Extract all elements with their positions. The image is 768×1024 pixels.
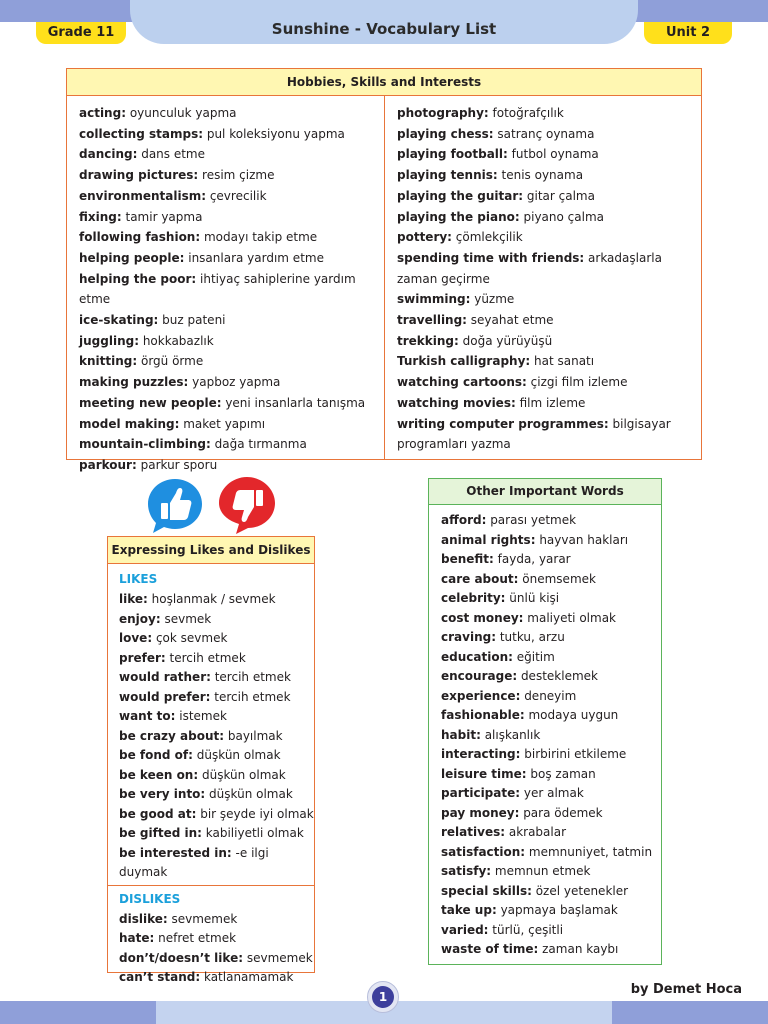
vocab-definition: yapmaya başlamak (496, 903, 618, 917)
vocab-term: spending time with friends: (397, 250, 585, 265)
vocab-term: satisfy: (441, 864, 492, 878)
vocab-entry (397, 331, 693, 352)
vocab-definition: hayvan hakları (535, 532, 629, 547)
page-title: Sunshine - Vocabulary List (271, 20, 497, 38)
vocab-entry (79, 227, 376, 248)
vocab-definition: tercih etmek (210, 670, 291, 684)
vocab-entry (441, 706, 661, 726)
vocab-term: be keen on: (119, 767, 199, 782)
dislikes-section (108, 885, 314, 988)
vocab-entry (441, 511, 661, 531)
vocab-entry (441, 804, 661, 824)
vocab-definition: arkadaşlarla zaman geçirme (397, 250, 662, 286)
vocab-entry (397, 165, 693, 186)
vocab-definition: çevrecilik (206, 188, 267, 203)
vocab-term: want to: (119, 709, 176, 723)
vocab-term: environmentalism: (79, 188, 207, 203)
vocab-definition: yer almak (520, 786, 584, 800)
vocab-term: participate: (441, 786, 521, 800)
vocab-definition: piyano çalma (519, 209, 604, 224)
vocab-term: craving: (441, 630, 496, 644)
vocab-definition: gitar çalma (523, 188, 595, 203)
vocab-entry (441, 823, 661, 843)
vocab-definition: dans etme (137, 147, 206, 162)
vocab-entry (79, 248, 376, 269)
vocab-definition: desteklemek (517, 669, 598, 683)
dislikes-list (119, 910, 314, 988)
vocab-definition: düşkün olmak (198, 767, 286, 782)
vocab-entry (119, 746, 314, 766)
vocab-definition: bilgisayar programları yazma (397, 416, 671, 452)
vocab-definition: doğa yürüyüşü (458, 333, 553, 348)
vocab-definition: türlü, çeşitli (488, 922, 564, 937)
hobbies-body (67, 96, 701, 472)
vocab-entry (441, 550, 661, 570)
vocab-definition: yeni insanlarla tanışma (221, 395, 366, 410)
vocab-term: would rather: (119, 670, 211, 684)
vocab-definition: parası yetmek (486, 513, 577, 527)
vocab-definition: oyunculuk yapma (126, 106, 237, 120)
vocab-term: dislike: (119, 911, 168, 926)
vocab-definition: çok sevmek (152, 631, 228, 645)
vocab-entry (119, 668, 314, 688)
vocab-definition: tenis oynama (497, 168, 584, 183)
vocab-definition: resim çizme (198, 168, 275, 183)
vocab-term: be crazy about: (119, 728, 225, 743)
vocab-entry (441, 726, 661, 746)
vocab-term: take up: (441, 903, 497, 917)
vocab-entry (441, 784, 661, 804)
vocab-term: relatives: (441, 825, 506, 839)
vocab-entry (119, 844, 314, 883)
vocab-term: pay money: (441, 805, 520, 820)
vocab-entry (119, 929, 314, 949)
vocab-entry (119, 949, 314, 969)
vocab-entry (79, 351, 376, 372)
vocab-term: dancing: (79, 147, 138, 162)
vocab-term: fashionable: (441, 708, 525, 722)
vocab-term: mountain-climbing: (79, 437, 211, 452)
vocab-definition: zaman kaybı (538, 942, 619, 956)
vocab-entry (79, 186, 376, 207)
vocab-term: drawing pictures: (79, 168, 199, 183)
header-band-left (0, 0, 140, 22)
vocab-definition: satranç oynama (493, 126, 595, 141)
vocab-entry (119, 910, 314, 930)
vocab-entry (441, 882, 661, 902)
vocab-term: making puzzles: (79, 375, 189, 390)
vocab-definition: çömlekçilik (451, 230, 523, 245)
vocab-term: waste of time: (441, 942, 539, 956)
vocab-term: writing computer programmes: (397, 416, 609, 431)
vocab-definition: hoşlanmak / sevmek (147, 592, 276, 606)
vocab-entry (397, 227, 693, 248)
vocab-entry (397, 393, 693, 414)
likes-list (119, 590, 314, 883)
page-number: 1 (372, 986, 394, 1008)
vocab-entry (119, 968, 314, 988)
vocab-definition: örgü örme (137, 354, 204, 369)
vocab-definition: düşkün olmak (205, 787, 293, 801)
vocab-definition: bir şeyde iyi olmak (196, 806, 314, 821)
vocab-entry (397, 414, 693, 455)
vocab-term: enjoy: (119, 611, 161, 626)
vocab-term: acting: (79, 106, 126, 120)
vocab-entry (441, 531, 661, 551)
vocab-entry (397, 351, 693, 372)
vocab-term: parkour: (79, 457, 137, 472)
vocab-entry (441, 589, 661, 609)
vocab-definition: parkur sporu (136, 457, 218, 472)
vocab-definition: seyahat etme (466, 313, 554, 328)
vocab-entry (79, 124, 376, 145)
vocab-definition: kabiliyetli olmak (201, 826, 304, 840)
vocab-definition: tamir yapma (121, 209, 203, 224)
vocab-definition: para ödemek (519, 805, 603, 820)
vocab-definition: modayı takip etme (200, 230, 318, 245)
footer-band-left (0, 1001, 156, 1024)
header-band-right (628, 0, 768, 22)
vocab-definition: hat sanatı (530, 354, 595, 369)
vocab-entry (119, 805, 314, 825)
vocab-entry (441, 687, 661, 707)
vocab-definition: eğitim (512, 649, 555, 664)
dislikes-label: DISLIKES (119, 891, 181, 906)
hobbies-right-column (384, 96, 701, 459)
vocab-term: swimming: (397, 292, 471, 307)
vocab-term: don’t/doesn’t like: (119, 950, 244, 965)
vocab-definition: dağa tırmanma (210, 437, 307, 452)
vocab-entry (441, 901, 661, 921)
vocab-definition: önemsemek (518, 571, 596, 586)
vocab-entry (441, 862, 661, 882)
vocab-definition: fayda, yarar (493, 552, 571, 566)
vocab-term: animal rights: (441, 532, 536, 547)
thumbs-up-icon (145, 476, 205, 536)
unit-badge: Unit 2 (644, 22, 732, 44)
vocab-definition: alışkanlık (480, 727, 541, 742)
vocab-entry (119, 766, 314, 786)
vocab-definition: bayılmak (224, 728, 283, 743)
vocab-definition: tutku, arzu (496, 630, 565, 644)
vocab-entry (397, 124, 693, 145)
vocab-term: knitting: (79, 354, 138, 369)
vocab-definition: modaya uygun (524, 708, 619, 722)
hobbies-table (66, 68, 702, 472)
vocab-term: hate: (119, 931, 155, 945)
vocab-definition: çizgi film izleme (526, 375, 628, 390)
vocab-term: like: (119, 592, 148, 606)
vocab-term: cost money: (441, 610, 524, 625)
vocab-definition: maket yapımı (179, 416, 266, 431)
grade-badge: Grade 11 (36, 22, 126, 44)
vocab-term: playing the guitar: (397, 188, 524, 203)
vocab-entry (441, 570, 661, 590)
vocab-term: playing the piano: (397, 209, 520, 224)
vocab-definition: deneyim (520, 688, 577, 703)
vocab-entry (79, 269, 376, 310)
vocab-entry (79, 331, 376, 352)
vocab-term: fixing: (79, 209, 122, 224)
vocab-term: satisfaction: (441, 844, 526, 859)
likes-dislikes-title: Expressing Likes and Dislikes (107, 536, 315, 564)
vocab-term: travelling: (397, 313, 467, 328)
vocab-definition: pul koleksiyonu yapma (203, 126, 345, 141)
vocab-entry (397, 103, 693, 124)
vocab-definition: yüzme (470, 292, 515, 307)
vocab-definition: sevmemek (167, 911, 238, 926)
vocab-term: would prefer: (119, 689, 211, 704)
vocab-term: collecting stamps: (79, 126, 204, 141)
vocab-entry (441, 648, 661, 668)
vocab-definition: akrabalar (505, 825, 567, 839)
vocab-term: prefer: (119, 650, 166, 665)
vocab-entry (119, 649, 314, 669)
vocab-entry (441, 843, 661, 863)
page-number-badge (367, 981, 399, 1013)
vocab-entry (79, 103, 376, 124)
vocab-term: varied: (441, 922, 489, 937)
thumbs-down-icon (216, 474, 278, 536)
vocab-entry (119, 824, 314, 844)
vocab-definition: sevmemek (243, 950, 313, 965)
vocab-entry (119, 707, 314, 727)
vocab-entry (79, 434, 376, 455)
vocab-definition: özel yetenekler (531, 883, 629, 898)
vocab-term: be very into: (119, 787, 206, 801)
vocab-definition: tercih etmek (165, 650, 246, 665)
vocab-term: helping people: (79, 250, 185, 265)
vocab-term: habit: (441, 727, 481, 742)
vocab-entry (397, 310, 693, 331)
vocab-entry (79, 165, 376, 186)
vocab-term: love: (119, 631, 153, 645)
vocab-entry (79, 455, 376, 476)
vocab-entry (79, 414, 376, 435)
vocab-term: encourage: (441, 669, 518, 683)
vocab-entry (79, 144, 376, 165)
vocab-definition: insanlara yardım etme (184, 250, 324, 265)
footer-band-right (612, 1001, 768, 1024)
vocab-term: can’t stand: (119, 970, 201, 984)
vocab-definition: ünlü kişi (505, 591, 560, 605)
vocab-entry (79, 310, 376, 331)
vocab-definition: fotoğrafçılık (488, 106, 564, 120)
vocab-term: playing tennis: (397, 168, 498, 183)
vocab-term: playing chess: (397, 126, 494, 141)
likes-label: LIKES (119, 572, 158, 586)
hobbies-title: Hobbies, Skills and Interests (67, 69, 701, 96)
vocab-definition: düşkün olmak (192, 748, 281, 762)
vocab-definition: nefret etmek (154, 931, 237, 945)
vocab-entry (441, 940, 661, 960)
vocab-definition: memnuniyet, tatmin (525, 844, 653, 859)
vocab-term: interacting: (441, 747, 521, 761)
likes-dislikes-box (107, 563, 315, 984)
vocab-entry (397, 144, 693, 165)
vocab-definition: ihtiyaç sahiplerine yardım etme (79, 271, 356, 307)
vocab-term: be good at: (119, 806, 197, 821)
vocab-definition: -e ilgi duymak (119, 845, 269, 879)
vocab-term: meeting new people: (79, 395, 222, 410)
vocab-term: ice-skating: (79, 313, 159, 328)
vocab-term: be gifted in: (119, 826, 202, 840)
vocab-definition: istemek (175, 709, 227, 723)
author-credit: by Demet Hoca (630, 982, 742, 997)
vocab-entry (397, 372, 693, 393)
vocab-definition: memnun etmek (491, 864, 591, 878)
vocab-entry (79, 207, 376, 228)
vocab-entry (441, 921, 661, 941)
vocab-term: benefit: (441, 552, 494, 566)
vocab-entry (119, 629, 314, 649)
vocab-term: afford: (441, 513, 487, 527)
vocab-term: experience: (441, 688, 521, 703)
vocab-term: celebrity: (441, 591, 506, 605)
vocab-term: model making: (79, 416, 180, 431)
vocab-term: pottery: (397, 230, 452, 245)
vocab-entry (397, 289, 693, 310)
vocab-entry (119, 688, 314, 708)
vocab-term: watching movies: (397, 395, 516, 410)
other-words-box (428, 504, 662, 965)
vocab-entry (119, 610, 314, 630)
vocab-definition: birbirini etkileme (520, 747, 627, 761)
vocab-entry (397, 207, 693, 228)
vocab-term: juggling: (79, 333, 139, 348)
vocab-definition: tercih etmek (210, 689, 291, 704)
vocab-definition: hokkabazlık (139, 333, 214, 348)
vocab-entry (441, 745, 661, 765)
vocab-term: be fond of: (119, 748, 193, 762)
vocab-term: following fashion: (79, 230, 201, 245)
vocab-definition: film izleme (515, 395, 586, 410)
vocab-term: Turkish calligraphy: (397, 354, 531, 369)
vocab-definition: yapboz yapma (188, 375, 281, 390)
vocab-term: leisure time: (441, 766, 527, 781)
vocab-entry (119, 590, 314, 610)
vocab-entry (119, 785, 314, 805)
vocab-entry (441, 667, 661, 687)
vocab-term: trekking: (397, 333, 459, 348)
hobbies-left-column (67, 96, 384, 472)
other-words-title: Other Important Words (428, 478, 662, 505)
vocab-entry (441, 628, 661, 648)
vocab-entry (119, 727, 314, 747)
vocab-term: special skills: (441, 883, 532, 898)
vocab-entry (397, 186, 693, 207)
vocab-term: photography: (397, 106, 489, 120)
vocab-entry (441, 765, 661, 785)
vocab-definition: katlanamamak (200, 970, 294, 984)
vocab-entry (441, 609, 661, 629)
vocab-definition: sevmek (160, 611, 212, 626)
vocab-entry (79, 393, 376, 414)
vocab-entry (79, 372, 376, 393)
vocab-definition: maliyeti olmak (523, 610, 616, 625)
vocab-term: be interested in: (119, 845, 232, 860)
vocab-definition: buz pateni (158, 313, 226, 328)
vocab-term: care about: (441, 571, 519, 586)
vocab-definition: boş zaman (526, 766, 596, 781)
vocab-entry (397, 248, 693, 289)
vocab-term: playing football: (397, 147, 508, 162)
vocab-term: helping the poor: (79, 271, 197, 286)
vocab-definition: futbol oynama (507, 147, 599, 162)
vocab-term: watching cartoons: (397, 375, 527, 390)
vocab-term: education: (441, 649, 513, 664)
